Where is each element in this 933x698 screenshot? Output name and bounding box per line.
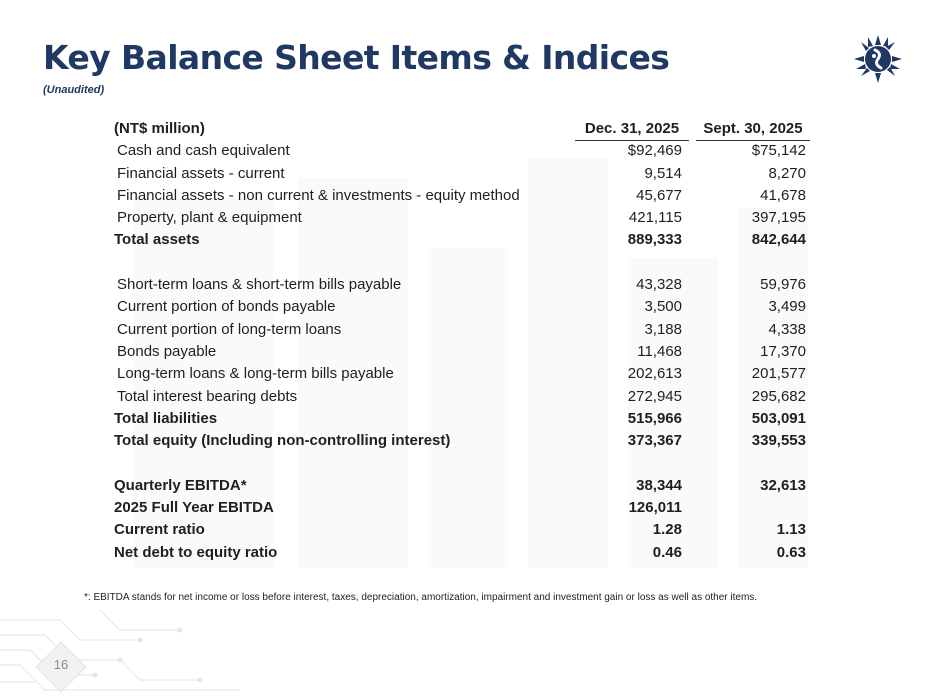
row-value-sept: 503,091 xyxy=(751,409,806,427)
row-label: Property, plant & equipment xyxy=(117,209,302,227)
row-value-sept: 397,195 xyxy=(751,209,806,227)
row-spacer xyxy=(108,252,812,274)
row-value-sept: 339,553 xyxy=(751,432,806,450)
row-label: Financial assets - current xyxy=(117,164,285,182)
row-value-sept: 32,613 xyxy=(760,476,806,494)
row-spacer xyxy=(108,452,812,474)
row-value-dec: 373,367 xyxy=(627,432,682,450)
row-value-dec: $92,469 xyxy=(627,142,682,160)
table-row-total xyxy=(108,519,812,541)
row-value-dec: 9,514 xyxy=(644,164,682,182)
table-row-total xyxy=(108,408,812,430)
page-number: 16 xyxy=(53,657,69,672)
row-value-dec: 889,333 xyxy=(627,231,682,249)
row-label: Quarterly EBITDA* xyxy=(114,476,247,494)
column-header-dec-2025: Dec. 31, 2025 xyxy=(575,118,689,141)
row-label: Short-term loans & short-term bills payable xyxy=(117,276,402,294)
row-value-dec: 45,677 xyxy=(636,186,682,204)
table-row-total xyxy=(108,229,812,251)
row-value-dec: 1.28 xyxy=(652,521,682,539)
page-title: Key Balance Sheet Items & Indices xyxy=(43,38,670,77)
row-label: Total equity (Including non-controlling interest) xyxy=(114,432,451,450)
table-row xyxy=(108,296,812,318)
unit-label: (NT$ million) xyxy=(114,120,205,137)
row-value-sept: $75,142 xyxy=(751,142,806,160)
row-label: Current portion of long-term loans xyxy=(117,320,342,338)
row-value-sept: 0.63 xyxy=(776,543,806,561)
row-value-sept: 842,644 xyxy=(751,231,806,249)
row-value-dec: 43,328 xyxy=(636,276,682,294)
row-label: Total assets xyxy=(114,231,200,249)
row-label: Total liabilities xyxy=(114,409,218,427)
page-subtitle: (Unaudited) xyxy=(43,84,105,96)
row-value-sept: 41,678 xyxy=(760,186,806,204)
row-value-sept: 1.13 xyxy=(776,521,806,539)
table-row xyxy=(108,319,812,341)
row-value-dec: 11,468 xyxy=(637,342,682,360)
table-row-total xyxy=(108,497,812,519)
row-value-dec: 272,945 xyxy=(627,387,682,405)
row-label: 2025 Full Year EBITDA xyxy=(114,499,274,517)
row-label: Net debt to equity ratio xyxy=(114,543,278,561)
row-value-sept: 8,270 xyxy=(768,164,806,182)
row-value-sept: 295,682 xyxy=(751,387,806,405)
table-row xyxy=(108,274,812,296)
row-value-sept: 3,499 xyxy=(768,298,806,316)
table-row xyxy=(108,185,812,207)
row-label: Cash and cash equivalent xyxy=(117,142,290,160)
footnote: *: EBITDA stands for net income or loss before interest, taxes, depreciation, amortization, impairment and investment gain or loss as well as other items. xyxy=(84,592,758,603)
table-header xyxy=(108,118,812,140)
row-label: Current ratio xyxy=(114,521,205,539)
table-row xyxy=(108,207,812,229)
row-value-dec: 0.46 xyxy=(652,543,682,561)
row-value-sept: 4,338 xyxy=(768,320,806,338)
row-value-dec: 515,966 xyxy=(627,409,682,427)
row-label: Long-term loans & long-term bills payable xyxy=(117,365,394,383)
row-value-sept: 201,577 xyxy=(751,365,806,383)
row-label: Financial assets - non current & investments - equity method xyxy=(117,186,520,204)
row-value-dec: 202,613 xyxy=(627,365,682,383)
table-row-total xyxy=(108,430,812,452)
column-header-sept-2025: Sept. 30, 2025 xyxy=(696,118,810,141)
sun-face-icon xyxy=(853,34,903,84)
table-row-total xyxy=(108,542,812,564)
row-label: Bonds payable xyxy=(117,342,217,360)
row-value-sept: 59,976 xyxy=(760,276,806,294)
row-value-dec: 38,344 xyxy=(636,476,682,494)
balance-sheet-table xyxy=(108,118,812,564)
table-row xyxy=(108,341,812,363)
row-label: Current portion of bonds payable xyxy=(117,298,336,316)
table-row xyxy=(108,363,812,385)
row-value-dec: 3,188 xyxy=(644,320,682,338)
row-value-dec: 3,500 xyxy=(644,298,682,316)
table-row xyxy=(108,163,812,185)
row-value-sept: 17,370 xyxy=(760,342,806,360)
row-value-dec: 421,115 xyxy=(628,209,682,227)
row-label: Total interest bearing debts xyxy=(117,387,298,405)
table-row-total xyxy=(108,475,812,497)
table-row xyxy=(108,140,812,162)
table-row xyxy=(108,386,812,408)
row-value-dec: 126,011 xyxy=(628,499,682,517)
circuit-decoration xyxy=(0,600,240,698)
